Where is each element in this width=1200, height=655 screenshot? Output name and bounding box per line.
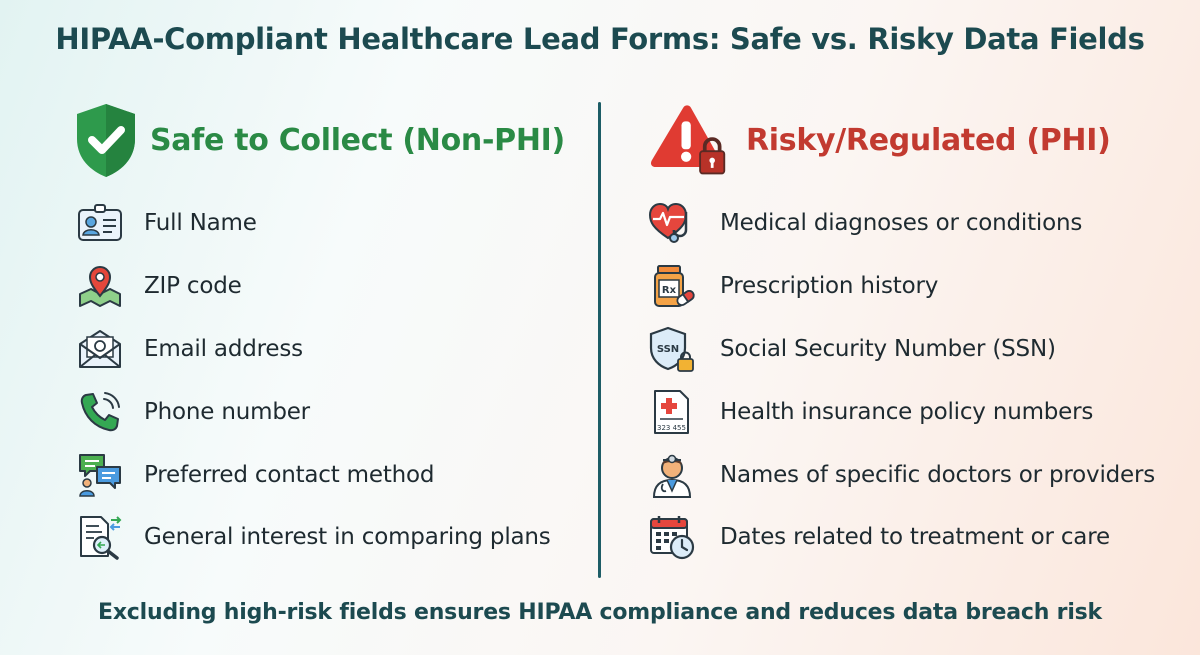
column-divider bbox=[598, 102, 601, 578]
map-pin-icon bbox=[76, 262, 124, 310]
list-item bbox=[66, 443, 576, 506]
svg-text:Rx: Rx bbox=[661, 285, 677, 297]
prescription-bottle-icon bbox=[648, 262, 696, 310]
item-label: General interest in comparing plans bbox=[144, 524, 551, 551]
safe-heading: Safe to Collect (Non-PHI) bbox=[150, 122, 565, 158]
item-label: Full Name bbox=[144, 210, 257, 237]
safe-column bbox=[66, 100, 576, 569]
footer-note: Excluding high-risk fields ensures HIPAA compliance and reduces data breach risk bbox=[97, 600, 1102, 625]
phone-icon bbox=[76, 388, 124, 436]
heart-stethoscope-icon bbox=[648, 199, 696, 247]
item-label: Phone number bbox=[144, 398, 310, 425]
list-item bbox=[648, 192, 1178, 255]
item-label: Preferred contact method bbox=[144, 461, 435, 488]
risky-column bbox=[648, 100, 1178, 569]
email-envelope-icon bbox=[76, 325, 124, 373]
list-item bbox=[66, 380, 576, 443]
list-item bbox=[648, 255, 1178, 318]
page-title: HIPAA-Compliant Healthcare Lead Forms: Safe vs. Risky Data Fields bbox=[55, 22, 1145, 56]
item-label: Names of specific doctors or providers bbox=[720, 461, 1156, 488]
document-search-icon bbox=[76, 513, 124, 561]
id-card-icon bbox=[76, 199, 124, 247]
item-label: Medical diagnoses or conditions bbox=[720, 210, 1083, 237]
ssn-shield-icon bbox=[648, 325, 696, 373]
list-item bbox=[66, 506, 576, 569]
list-item bbox=[66, 318, 576, 381]
item-label: ZIP code bbox=[144, 273, 242, 300]
list-item bbox=[648, 506, 1178, 569]
item-label: Dates related to treatment or care bbox=[720, 524, 1110, 551]
item-label: Prescription history bbox=[720, 273, 939, 300]
insurance-card-icon bbox=[648, 388, 696, 436]
chat-bubbles-icon bbox=[76, 451, 124, 499]
list-item bbox=[66, 255, 576, 318]
item-label: Health insurance policy numbers bbox=[720, 398, 1094, 425]
list-item bbox=[648, 443, 1178, 506]
calendar-clock-icon bbox=[648, 513, 696, 561]
item-label: Email address bbox=[144, 335, 303, 362]
list-item bbox=[648, 318, 1178, 381]
risky-column-header bbox=[648, 100, 1178, 180]
item-label: Social Security Number (SSN) bbox=[720, 335, 1056, 362]
doctor-icon bbox=[648, 451, 696, 499]
risky-heading: Risky/Regulated (PHI) bbox=[746, 122, 1111, 158]
policy-icon-text: 323 455 bbox=[657, 423, 686, 432]
list-item bbox=[648, 380, 1178, 443]
safe-column-header bbox=[66, 100, 576, 180]
list-item bbox=[66, 192, 576, 255]
ssn-icon-text: SSN bbox=[656, 343, 680, 355]
warning-lock-icon bbox=[648, 100, 728, 180]
shield-check-icon bbox=[66, 100, 146, 180]
